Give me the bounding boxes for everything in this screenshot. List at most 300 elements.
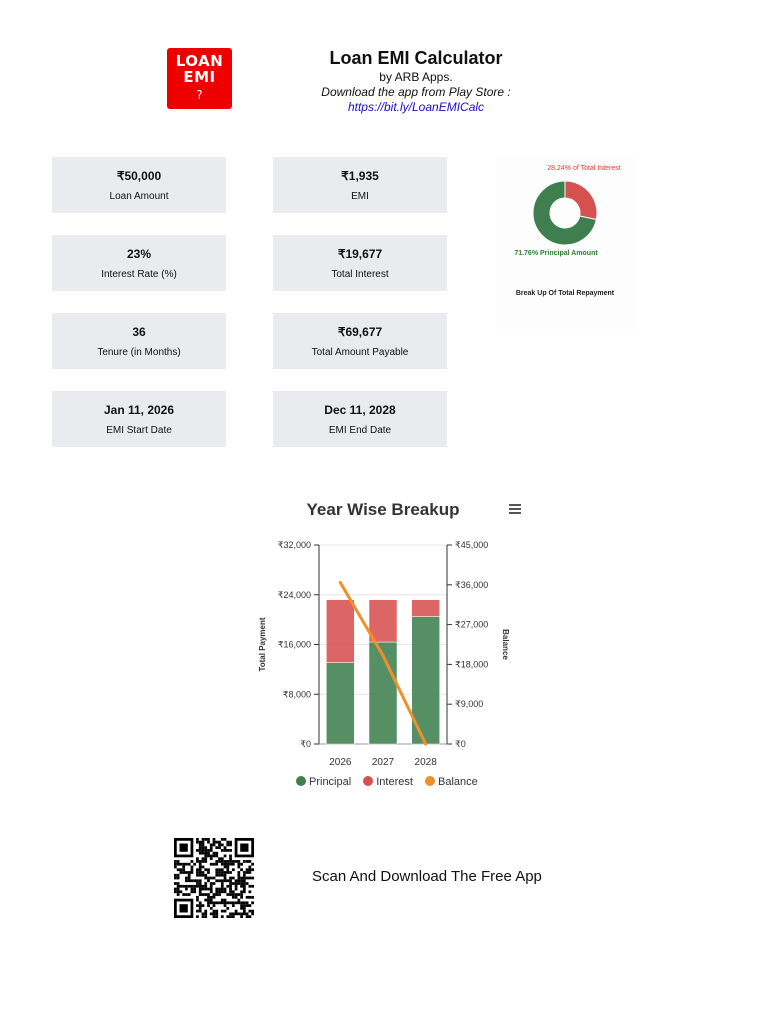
qr-module [221,871,224,874]
qr-module [199,852,202,855]
qr-module [235,893,238,896]
qr-module [210,844,213,847]
qr-module [218,879,221,882]
qr-module [235,896,238,899]
qr-module [177,890,180,893]
qr-module [237,901,240,904]
logo-text-line1: LOAN [175,52,224,70]
qr-module [207,888,210,891]
start-date-value: Jan 11, 2026 [103,403,175,417]
qr-module [193,890,196,893]
qr-module [202,841,205,844]
qr-module [224,863,227,866]
qr-module [235,888,238,891]
y-tick-label: ₹24,000 [277,589,311,600]
balance-point-2028 [424,743,427,746]
qr-module [243,912,246,915]
total-payable-card [273,313,447,369]
qr-module [215,879,218,882]
qr-module [235,860,238,863]
qr-module [207,841,210,844]
qr-module [229,915,232,918]
qr-module [174,874,177,877]
qr-module [215,893,218,896]
legend-label-principal: Principal [309,776,352,788]
qr-module [191,860,194,863]
loan-amount-card [52,157,226,213]
qr-module [199,901,202,904]
qr-module [218,874,221,877]
qr-module [193,879,196,882]
donut-chart-svg [496,156,636,330]
qr-module [202,860,205,863]
qr-module [246,904,249,907]
qr-module [237,879,240,882]
loan-amount-value: ₹50,000 [116,169,162,183]
qr-module [229,885,232,888]
qr-module [229,871,232,874]
qr-module [207,849,210,852]
qr-module [199,866,202,869]
qr-module [246,877,249,880]
qr-module [174,890,177,893]
qr-module [221,915,224,918]
qr-module [248,890,251,893]
qr-module [221,874,224,877]
start-date-card [52,391,226,447]
qr-module [207,868,210,871]
legend-item-balance[interactable] [425,776,478,788]
qr-module [248,868,251,871]
legend-label-balance: Balance [438,776,478,788]
qr-module [213,844,216,847]
qr-module [196,838,199,841]
qr-module [204,915,207,918]
qr-module [243,871,246,874]
qr-module [226,866,229,869]
qr-module [199,890,202,893]
qr-module [221,844,224,847]
donut-slice-interest [565,181,597,219]
qr-module [224,888,227,891]
qr-module [248,877,251,880]
qr-module [204,855,207,858]
qr-module [196,885,199,888]
play-store-link[interactable]: https://bit.ly/LoanEMICalc [347,100,485,114]
qr-module [226,915,229,918]
qr-module [218,888,221,891]
qr-module [202,838,205,841]
qr-module [226,871,229,874]
download-text: Download the app from Play Store : [321,85,511,99]
qr-module [248,860,251,863]
qr-module [207,877,210,880]
total-interest-card [273,235,447,291]
qr-module [182,863,185,866]
qr-module [251,910,254,913]
qr-module [213,841,216,844]
qr-module [204,893,207,896]
qr-module [229,893,232,896]
qr-module [204,885,207,888]
qr-module [199,868,202,871]
qr-module [191,888,194,891]
qr-module [180,871,183,874]
qr-module [199,879,202,882]
qr-module [177,868,180,871]
qr-module [210,885,213,888]
qr-module [207,838,210,841]
qr-module [182,866,185,869]
qr-module [229,877,232,880]
qr-module [210,849,213,852]
y2-tick-label: ₹18,000 [455,659,489,670]
qr-module [224,910,227,913]
qr-module [202,888,205,891]
qr-module [246,896,249,899]
qr-module [248,871,251,874]
logo-text-line2: EMI [183,68,216,86]
qr-module [215,852,218,855]
qr-module [188,893,191,896]
qr-module [237,866,240,869]
qr-module [229,841,232,844]
x-tick-label: 2028 [414,757,437,768]
qr-module [191,866,194,869]
qr-module [243,879,246,882]
qr-module [215,912,218,915]
qr-module [240,907,243,910]
qr-module [226,841,229,844]
qr-module [221,899,224,902]
emi-card [273,157,447,213]
qr-module [235,912,238,915]
qr-module [188,871,191,874]
qr-module [229,860,232,863]
qr-module [240,904,243,907]
repayment-breakup-chart [496,156,636,330]
qr-module [210,882,213,885]
qr-module [213,915,216,918]
qr-module [248,915,251,918]
qr-module [215,910,218,913]
qr-module [210,863,213,866]
qr-module [185,893,188,896]
qr-module [251,901,254,904]
page-title: Loan EMI Calculator [329,48,503,68]
qr-module [246,860,249,863]
qr-module [204,877,207,880]
start-date-label: EMI Start Date [106,425,172,436]
qr-module [237,882,240,885]
qr-module [180,885,183,888]
qr-module [218,841,221,844]
qr-module [221,868,224,871]
qr-module [188,877,191,880]
qr-module [193,888,196,891]
end-date-value: Dec 11, 2028 [324,403,396,417]
qr-module [188,879,191,882]
qr-module [224,899,227,902]
qr-module [204,857,207,860]
qr-finder-center [180,904,188,912]
qr-module [202,844,205,847]
qr-module [177,860,180,863]
tenure-label: Tenure (in Months) [97,347,181,358]
qr-module [199,885,202,888]
qr-module [232,896,235,899]
qr-module [202,874,205,877]
qr-module [202,846,205,849]
qr-module [221,882,224,885]
qr-module [248,866,251,869]
qr-module [251,912,254,915]
qr-module [193,863,196,866]
qr-module [196,882,199,885]
y-tick-label: ₹8,000 [282,689,311,700]
qr-module [221,838,224,841]
qr-module [202,893,205,896]
qr-module [240,915,243,918]
qr-module [221,863,224,866]
qr-module [180,868,183,871]
qr-module [221,885,224,888]
qr-module [204,860,207,863]
x-tick-label: 2026 [329,757,352,768]
qr-module [232,877,235,880]
balance-point-2026 [339,581,342,584]
qr-module [229,879,232,882]
qr-module [196,868,199,871]
qr-module [196,904,199,907]
qr-module [213,904,216,907]
qr-module [199,904,202,907]
total-interest-value: ₹19,677 [337,247,383,261]
y-tick-label: ₹16,000 [277,639,311,650]
qr-module [182,885,185,888]
qr-module [248,885,251,888]
qr-module [243,885,246,888]
qr-module [185,863,188,866]
bar-chart-title: Year Wise Breakup [306,500,460,519]
qr-module [180,863,183,866]
qr-module [204,882,207,885]
qr-module [210,896,213,899]
qr-module [174,866,177,869]
qr-module [221,860,224,863]
qr-module [177,893,180,896]
qr-module [193,885,196,888]
qr-module [248,896,251,899]
emi-value: ₹1,935 [341,169,379,183]
tenure-card [52,313,226,369]
qr-module [199,860,202,863]
qr-module [224,860,227,863]
qr-module [218,846,221,849]
bar-interest-2028 [412,600,440,617]
qr-module [185,879,188,882]
qr-module [226,893,229,896]
qr-module [202,915,205,918]
qr-module [246,868,249,871]
qr-module [240,879,243,882]
qr-module [177,882,180,885]
app-logo [167,48,232,109]
y2-tick-label: ₹36,000 [455,579,489,590]
qr-module [204,846,207,849]
tenure-value: 36 [132,325,146,339]
donut-label-interest: 28.24% of Total Interest [547,165,621,172]
qr-module [226,863,229,866]
qr-module [210,907,213,910]
qr-module [224,855,227,858]
y-axis-title: Total Payment [258,617,267,672]
qr-module [204,874,207,877]
qr-module [213,882,216,885]
qr-module [229,888,232,891]
qr-module [191,879,194,882]
qr-module [224,846,227,849]
qr-module [199,882,202,885]
qr-module [213,912,216,915]
qr-module [224,838,227,841]
qr-module [202,871,205,874]
qr-module [177,863,180,866]
qr-module [199,846,202,849]
legend-dot-principal [296,776,306,786]
qr-module [210,888,213,891]
qr-module [235,901,238,904]
qr-module [243,890,246,893]
bar-principal-2027 [369,642,397,744]
qr-module [202,904,205,907]
interest-rate-label: Interest Rate (%) [101,269,177,280]
qr-module [210,912,213,915]
qr-module [191,868,194,871]
qr-module [229,901,232,904]
interest-rate-value: 23% [126,247,152,261]
qr-module [215,863,218,866]
qr-module [196,879,199,882]
hamburger-menu-icon[interactable] [507,502,523,516]
qr-module [215,888,218,891]
qr-module [251,896,254,899]
qr-module [196,915,199,918]
qr-module [229,863,232,866]
qr-module [243,910,246,913]
qr-module [224,874,227,877]
qr-module [218,890,221,893]
qr-module [243,882,246,885]
qr-module [174,877,177,880]
donut-label-principal: 71.76% Principal Amount [514,250,598,257]
qr-module [232,863,235,866]
qr-module [204,868,207,871]
qr-module [248,910,251,913]
qr-module [215,901,218,904]
qr-module [243,888,246,891]
qr-module [213,852,216,855]
qr-module [229,844,232,847]
qr-module [174,863,177,866]
interest-rate-card [52,235,226,291]
qr-module [218,857,221,860]
publisher-text: by ARB Apps. [379,70,453,84]
legend-item-principal[interactable] [296,776,351,788]
qr-module [204,899,207,902]
qr-module [240,863,243,866]
qr-module [240,912,243,915]
qr-module [199,910,202,913]
qr-module [199,874,202,877]
qr-module [224,904,227,907]
y2-tick-label: ₹0 [455,739,466,749]
qr-module [235,879,238,882]
y2-tick-label: ₹45,000 [455,540,489,550]
y2-tick-label: ₹9,000 [455,699,484,710]
total-payable-value: ₹69,677 [337,325,383,339]
qr-module [243,860,246,863]
qr-module [232,893,235,896]
y-tick-label: ₹0 [300,739,311,749]
qr-module [232,901,235,904]
qr-module [207,855,210,858]
qr-module [251,863,254,866]
qr-module [204,852,207,855]
qr-module [185,888,188,891]
qr-module [218,844,221,847]
qr-module [248,904,251,907]
qr-module [237,871,240,874]
qr-module [224,890,227,893]
qr-module [215,874,218,877]
qr-module [243,901,246,904]
qr-module [185,877,188,880]
qr-module [232,860,235,863]
qr-module [188,863,191,866]
y-tick-label: ₹32,000 [277,540,311,550]
qr-module [188,874,191,877]
qr-module [207,871,210,874]
qr-module [251,868,254,871]
qr-module [196,849,199,852]
qr-module [207,893,210,896]
donut-title: Break Up Of Total Repayment [515,290,615,297]
qr-module [221,910,224,913]
qr-module [224,901,227,904]
qr-module [210,855,213,858]
qr-module [199,849,202,852]
qr-module [221,857,224,860]
emi-label: EMI [351,191,369,202]
qr-module [204,849,207,852]
bar-principal-2028 [412,617,440,744]
qr-module [226,868,229,871]
qr-module [237,863,240,866]
qr-module [251,877,254,880]
qr-module [213,893,216,896]
bar-principal-2026 [326,663,354,744]
qr-module [191,885,194,888]
qr-module [224,871,227,874]
legend-item-interest[interactable] [363,776,413,788]
qr-module [218,901,221,904]
qr-module [215,871,218,874]
qr-module [213,896,216,899]
qr-module [188,885,191,888]
qr-module [196,871,199,874]
qr-code-icon [172,838,256,918]
